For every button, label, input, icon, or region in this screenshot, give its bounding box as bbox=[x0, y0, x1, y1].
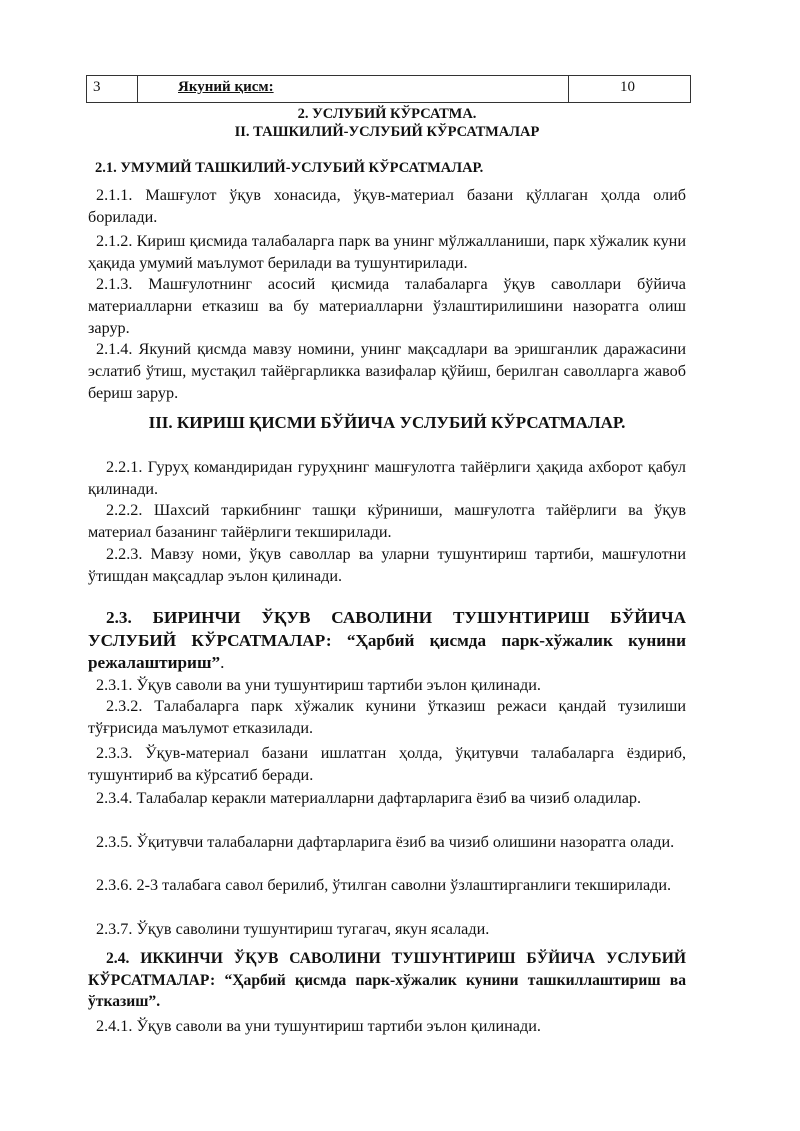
section-2-1-heading: 2.1. УМУМИЙ ТАШКИЛИЙ-УСЛУБИЙ КЎРСАТМАЛАР. bbox=[95, 160, 484, 176]
plan-table bbox=[86, 75, 691, 103]
paragraph-2-1-4: 2.1.4. Якуний қисмда мавзу номини, унинг мақсадлари ва эришганлик даражасини эслатиб ўтиш, мустақил тайёргарликка вазифалар қўйиш, берилган саволларга жавоб бериш зарур. bbox=[88, 340, 686, 402]
table-cell-number: 3 bbox=[87, 76, 138, 103]
paragraph-2-3-1: 2.3.1. Ўқув саволи ва уни тушунтириш тартиби эълон қилинади. bbox=[96, 676, 541, 694]
paragraph-2-2-1: 2.2.1. Гуруҳ командиридан гуруҳнинг машғулотга тайёрлиги ҳақида ахборот қабул қилинади. bbox=[88, 458, 686, 498]
final-part-label: Якуний қисм: bbox=[178, 79, 274, 95]
table-cell-minutes: 10 bbox=[569, 76, 691, 103]
paragraph-2-1-1: 2.1.1. Машғулот ўқув хонасида, ўқув-материал базани қўллаган ҳолда олиб борилади. bbox=[88, 186, 686, 226]
paragraph-2-3-7: 2.3.7. Ўқув саволини тушунтириш тугагач, якун ясалади. bbox=[96, 920, 490, 938]
section-2-3-heading-period: . bbox=[220, 653, 225, 672]
paragraph-2-3-2: 2.3.2. Талабаларга парк хўжалик кунини ўтказиш режаси қандай тузилиши тўғрисида маълумот етказилади. bbox=[88, 697, 686, 737]
paragraph-2-3-3: 2.3.3. Ўқув-материал базани ишлатган ҳолда, ўқитувчи талабаларга ёздириб, тушунтириб ва кўрсатиб беради. bbox=[88, 744, 686, 784]
paragraph-2-3-4: 2.3.4. Талабалар керакли материалларни дафтарларига ёзиб ва чизиб оладилар. bbox=[96, 789, 642, 807]
paragraph-2-1-3: 2.1.3. Машғулотнинг асосий қисмида талабаларга ўқув саволлари бўйича материалларни етказиш ва бу материалларни ўзлаштирилишини назоратга олиш зарур. bbox=[88, 275, 686, 337]
section-3-heading: III. КИРИШ ҚИСМИ БЎЙИЧА УСЛУБИЙ КЎРСАТМАЛАР. bbox=[148, 413, 626, 432]
paragraph-2-1-2: 2.1.2. Кириш қисмида талабаларга парк ва унинг мўлжалланиши, парк хўжалик куни ҳақида умумий маълумот берилади ва тушунтирилади. bbox=[88, 232, 686, 272]
section-2-4-heading: 2.4. ИККИНЧИ ЎҚУВ САВОЛИНИ ТУШУНТИРИШ БЎЙИЧА УСЛУБИЙ КЎРСАТМАЛАР: “Ҳарбий қисмда парк-хўжалик кунини ташкиллаштириш ва ўтказиш”. bbox=[88, 950, 686, 1010]
paragraph-2-3-6: 2.3.6. 2-3 талабага савол берилиб, ўтилган саволни ўзлаштирганлиги текширилади. bbox=[96, 876, 672, 894]
paragraph-2-3-5: 2.3.5. Ўқитувчи талабаларни дафтарларига ёзиб ва чизиб олишини назоратга олади. bbox=[96, 833, 675, 851]
section-2-3-heading-text: 2.3. БИРИНЧИ ЎҚУВ САВОЛИНИ ТУШУНТИРИШ БЎЙИЧА УСЛУБИЙ КЎРСАТМАЛАР: “Ҳарбий қисмда парк-хўжалик кунини режалаштириш” bbox=[88, 608, 686, 672]
table-row bbox=[87, 76, 691, 103]
section-2-3-heading bbox=[88, 607, 686, 675]
table-cell-title bbox=[138, 76, 569, 103]
heading-methodical-guide: 2. УСЛУБИЙ КЎРСАТМА. bbox=[297, 106, 477, 122]
paragraph-2-4-1: 2.4.1. Ўқув саволи ва уни тушунтириш тартиби эълон қилинади. bbox=[96, 1017, 541, 1035]
paragraph-2-2-2: 2.2.2. Шахсий таркибнинг ташқи кўриниши, машғулотга тайёрлиги ва ўқув материал базанинг тайёрлиги текширилади. bbox=[88, 501, 686, 541]
paragraph-2-2-3: 2.2.3. Мавзу номи, ўқув саволлар ва уларни тушунтириш тартиби, машғулотни ўтишдан мақсадлар эълон қилинади. bbox=[88, 545, 686, 585]
heading-organizational-guides: II. ТАШКИЛИЙ-УСЛУБИЙ КЎРСАТМАЛАР bbox=[234, 124, 540, 140]
